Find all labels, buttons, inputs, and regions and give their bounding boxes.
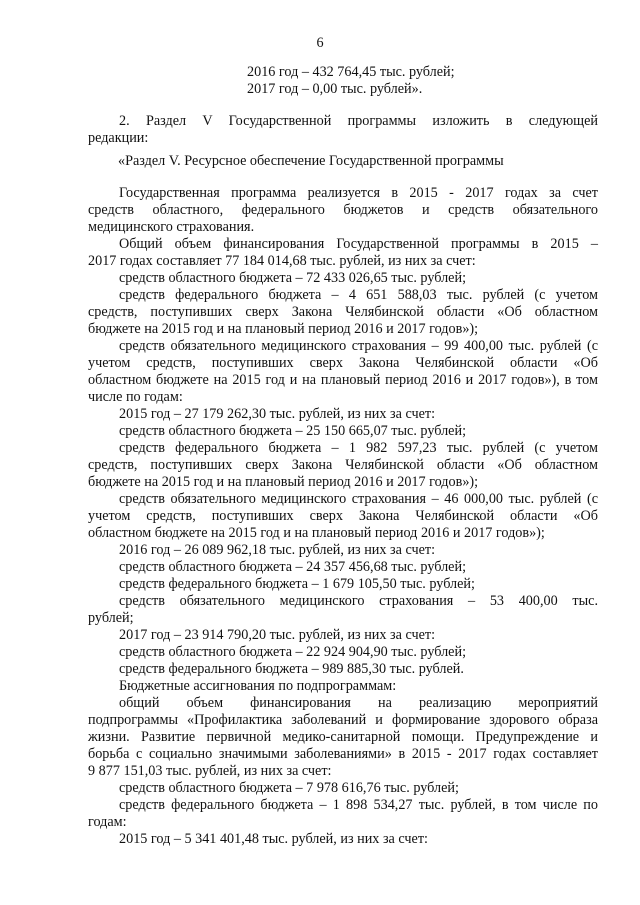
text-line: средств федерального бюджета – 4 651 588,03 тыс. рублей (с учетом [119, 287, 598, 303]
text-line: учетом средств, поступивших сверх Закона Челябинской области «Об [88, 355, 598, 371]
text-line: медицинского страхования. [88, 219, 255, 235]
text-line: числе по годам: [88, 389, 183, 405]
text-line: средств федерального бюджета – 989 885,30 тыс. рублей. [119, 661, 464, 677]
text-line: подпрограммы «Профилактика заболеваний и формирование здорового образа [88, 712, 598, 728]
text-line: средств областного бюджета – 22 924 904,90 тыс. рублей; [119, 644, 467, 660]
text-line: средств областного бюджета – 24 357 456,68 тыс. рублей; [119, 559, 467, 575]
paragraph-sub-federal [88, 797, 598, 831]
text-line: средств областного бюджета – 25 150 665,07 тыс. рублей; [119, 423, 467, 439]
text-line: средств федерального бюджета – 1 898 534,27 тыс. рублей, в том числе по [119, 797, 598, 813]
text-line: средств областного, федерального бюджетов и средств обязательного [88, 202, 598, 218]
text-line: Общий объем финансирования Государственной программы в 2015 – [119, 236, 598, 252]
text-line: Государственная программа реализуется в 2015 - 2017 годах за счет [119, 185, 598, 201]
text-line: средств областного бюджета – 7 978 616,76 тыс. рублей; [119, 780, 459, 796]
year-2017-total: 2017 год – 23 914 790,20 тыс. рублей, из них за счет: [119, 627, 436, 643]
page-number: 6 [316, 35, 324, 51]
text-line: бюджете на 2015 год и на плановый период 2016 и 2017 годов»); [88, 474, 479, 490]
year-2015-total: 2015 год – 27 179 262,30 тыс. рублей, из них за счет: [119, 406, 436, 422]
text-line: областном бюджете на 2015 год и на плановый период 2016 и 2017 годов»), в том [88, 372, 598, 388]
text-line: жизни. Развитие первичной медико-санитарной помощи. Предупреждение и [88, 729, 598, 745]
text-line: общий объем финансирования на реализацию мероприятий [119, 695, 598, 711]
item-2-line-1: 2. Раздел V Государственной программы изложить в следующей [119, 113, 598, 129]
paragraph-2016-oms [88, 593, 598, 627]
text-line: учетом средств, поступивших сверх Закона Челябинской области «Об [88, 508, 598, 524]
paragraph-subprogram [88, 695, 598, 780]
text-line: средств, поступивших сверх Закона Челябинской области «Об областном [88, 457, 598, 473]
text-line: 9 877 151,03 тыс. рублей, из них за счет: [88, 763, 332, 779]
text-line: средств областного бюджета – 72 433 026,65 тыс. рублей; [119, 270, 467, 286]
text-line: бюджете на 2015 год и на плановый период 2016 и 2017 годов»); [88, 321, 479, 337]
item-2-line-2: редакции: [88, 130, 149, 146]
section-title: «Раздел V. Ресурсное обеспечение Государственной программы [118, 153, 504, 169]
budget-heading: Бюджетные ассигнования по подпрограммам: [119, 678, 397, 694]
text-line: годам: [88, 814, 127, 830]
text-line: средств обязательного медицинского страхования – 53 400,00 тыс. [119, 593, 598, 609]
sub-year-2015-total: 2015 год – 5 341 401,48 тыс. рублей, из них за счет: [119, 831, 428, 847]
paragraph-oms [88, 338, 598, 406]
item-2-paragraph [88, 113, 598, 147]
paragraph-2015-federal [88, 440, 598, 491]
prev-year-2016-line: 2016 год – 432 764,45 тыс. рублей; [247, 64, 455, 80]
text-line: средств федерального бюджета – 1 982 597,23 тыс. рублей (с учетом [119, 440, 598, 456]
text-line: средств обязательного медицинского страхования – 99 400,00 тыс. рублей (с [119, 338, 598, 354]
paragraph-total [88, 236, 598, 270]
text-line: средств обязательного медицинского страхования – 46 000,00 тыс. рублей (с [119, 491, 598, 507]
text-line: рублей; [88, 610, 134, 626]
document-body [88, 64, 598, 848]
year-2016-total: 2016 год – 26 089 962,18 тыс. рублей, из них за счет: [119, 542, 436, 558]
paragraph-federal [88, 287, 598, 338]
text-line: борьба с социально значимыми заболеваниями» в 2015 - 2017 годах составляет [88, 746, 598, 762]
text-line: областном бюджете на 2015 год и на плановый период 2016 и 2017 годов»); [88, 525, 545, 541]
text-line: средств, поступивших сверх Закона Челябинской области «Об областном [88, 304, 598, 320]
text-line: 2017 годах составляет 77 184 014,68 тыс. рублей, из них за счет: [88, 253, 476, 269]
text-line: средств федерального бюджета – 1 679 105,50 тыс. рублей; [119, 576, 475, 592]
paragraph-2015-oms [88, 491, 598, 542]
prev-year-2017-line: 2017 год – 0,00 тыс. рублей». [247, 81, 423, 97]
paragraph-intro [88, 185, 598, 236]
